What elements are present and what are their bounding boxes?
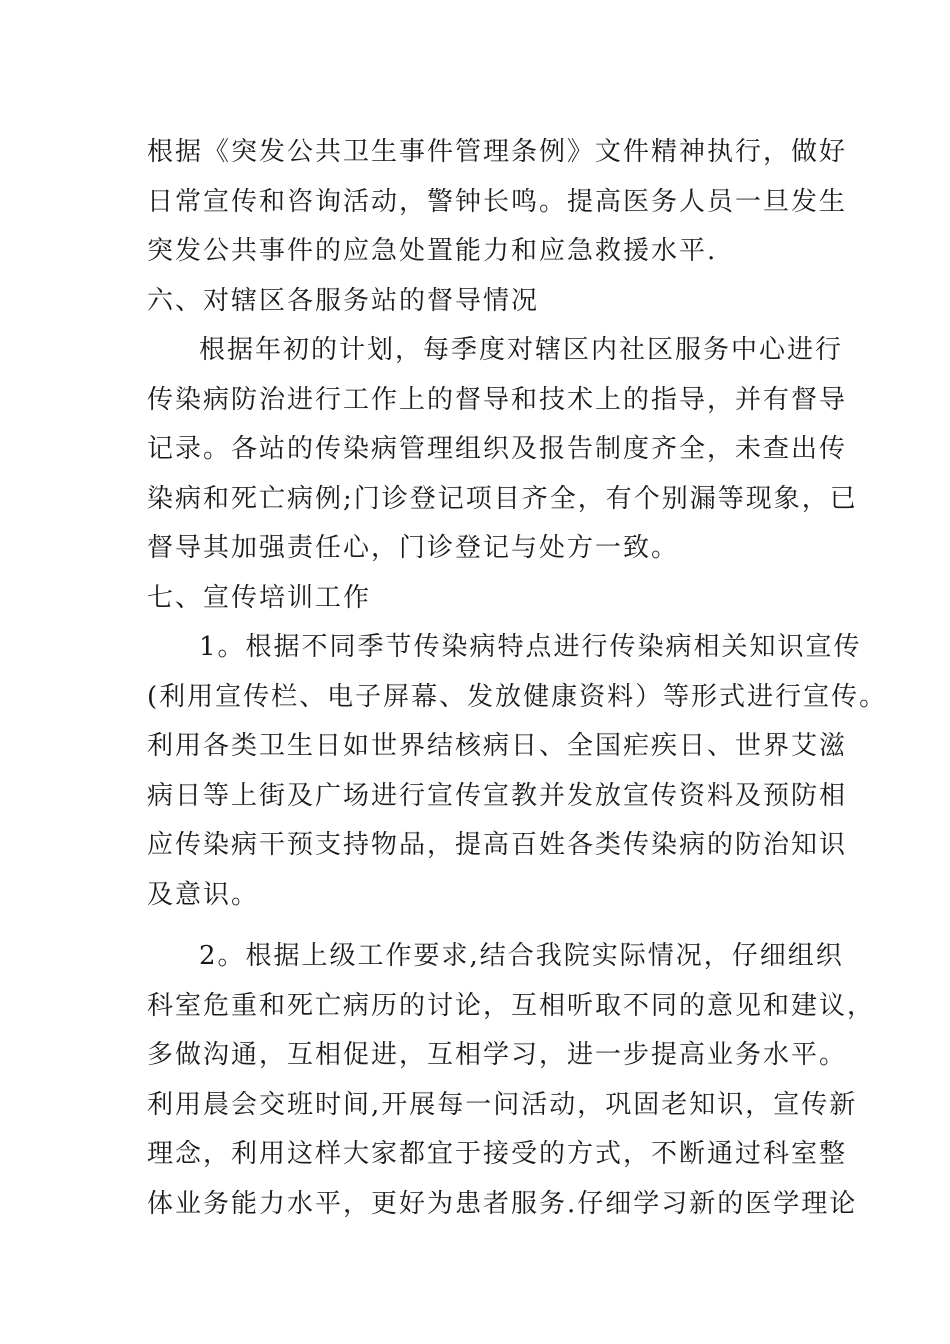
paragraph-line: 根据年初的计划，每季度对辖区内社区服务中心进行 [199, 335, 844, 365]
section-heading: 七、宣传培训工作 [147, 582, 372, 613]
paragraph-gap [147, 920, 837, 932]
paragraph-line: 日常宣传和咨询活动，警钟长鸣。提高医务人员一旦发生 [147, 186, 848, 217]
paragraph-line: 多做沟通，互相促进，互相学习，进一步提高业务水平。 [147, 1040, 848, 1070]
paragraph-line: 利用各类卫生日如世界结核病日、全国疟疾日、世界艾滋 [147, 731, 848, 761]
paragraph-line: 2。根据上级工作要求,结合我院实际情况，仔细组织 [199, 941, 844, 971]
paragraph-line: 利用晨会交班时间,开展每一问活动，巩固老知识，宣传新 [147, 1089, 858, 1120]
paragraph-line: 病日等上街及广场进行宣传宣教并发放宣传资料及预防相 [147, 780, 848, 811]
paragraph-line: 突发公共事件的应急处置能力和应急救援水平. [147, 236, 718, 266]
paragraph-line: 根据《突发公共卫生事件管理条例》文件精神执行，做好 [147, 137, 848, 167]
paragraph-line: 理念，利用这样大家都宜于接受的方式，不断通过科室整 [147, 1139, 848, 1169]
paragraph-line: 1。根据不同季节传染病特点进行传染病相关知识宣传 [199, 632, 862, 662]
paragraph-line: 及意识。 [147, 879, 260, 910]
paragraph-line: (利用宣传栏、电子屏幕、发放健康资料）等形式进行宣传。 [147, 681, 888, 712]
paragraph-line: 督导其加强责任心，门诊登记与处方一致。 [147, 533, 680, 563]
paragraph-line: 传染病防治进行工作上的督导和技术上的指导，并有督导 [147, 384, 848, 415]
document-body [147, 128, 888, 1229]
paragraph-line: 应传染病干预支持物品，提高百姓各类传染病的防治知识 [147, 830, 848, 860]
paragraph-line: 染病和死亡病例;门诊登记项目齐全，有个别漏等现象，已 [147, 483, 858, 514]
paragraph-line: 体业务能力水平，更好为患者服务.仔细学习新的医学理论 [147, 1188, 858, 1219]
section-heading: 六、对辖区各服务站的督导情况 [147, 285, 540, 316]
paragraph-line: 记录。各站的传染病管理组织及报告制度齐全，未查出传 [147, 434, 848, 464]
paragraph-line: 科室危重和死亡病历的讨论，互相听取不同的意见和建议， [147, 990, 876, 1021]
